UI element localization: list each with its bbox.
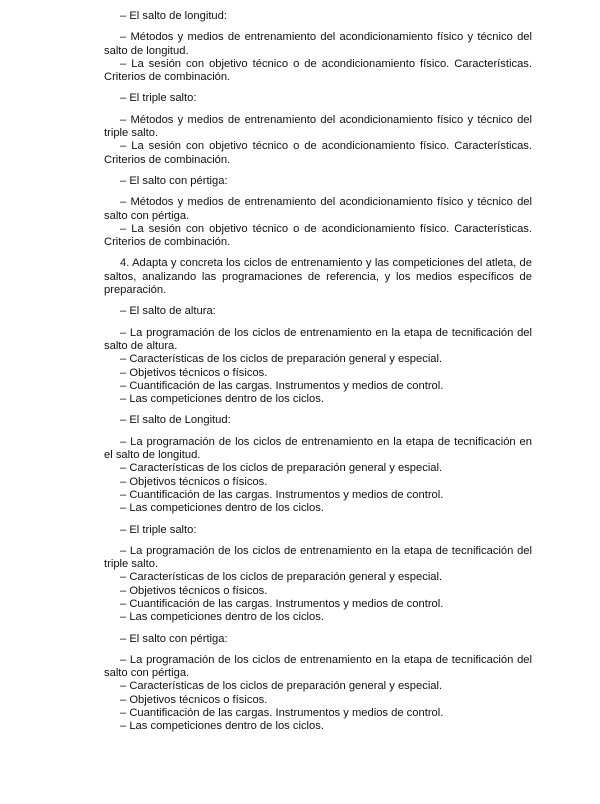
list-item: – La sesión con objetivo técnico o de acondicionamiento físico. Características. Criterios de combinación. xyxy=(104,57,532,84)
list-item: – La sesión con objetivo técnico o de acondicionamiento físico. Características. Criterios de combinación. xyxy=(104,140,532,166)
list-item: – Métodos y medios de entrenamiento del acondicionamiento físico y técnico del triple salto. xyxy=(104,113,532,140)
heading-salto-pertiga xyxy=(104,175,532,188)
list-item: – Características de los ciclos de preparación general y especial. xyxy=(120,571,443,584)
contents-salto-longitud xyxy=(104,31,532,84)
section-heading: – El salto con pértiga: xyxy=(120,632,228,645)
list-item: – Métodos y medios de entrenamiento del acondicionamiento físico y técnico del salto de longitud. xyxy=(104,31,532,57)
list-item: – Cuantificación de las cargas. Instrumentos y medios de control. xyxy=(120,488,444,501)
list-item: – Características de los ciclos de preparación general y especial. xyxy=(120,462,443,475)
list-item: – Objetivos técnicos o físicos. xyxy=(120,366,268,379)
heading-triple-salto-2 xyxy=(104,524,532,537)
heading-salto-altura xyxy=(104,305,532,318)
list-item: – La programación de los ciclos de entrenamiento en la etapa de tecnificación en el salto de longitud. xyxy=(104,435,532,462)
list-item: – Objetivos técnicos o físicos. xyxy=(120,475,268,488)
contents-triple-salto-2 xyxy=(104,545,532,625)
section-heading: – El salto de Longitud: xyxy=(120,414,231,427)
contents-triple-salto xyxy=(104,114,532,167)
numbered-criterion: 4. Adapta y concreta los ciclos de entrenamiento y las competiciones del atleta, de saltos, analizando las programaciones de referencia, y los medios específicos de preparación. xyxy=(104,257,532,297)
list-item: – Las competiciones dentro de los ciclos. xyxy=(120,502,324,515)
list-item: – Las competiciones dentro de los ciclos. xyxy=(120,393,324,406)
heading-triple-salto xyxy=(104,92,532,105)
section-heading: – El triple salto: xyxy=(120,523,197,536)
section-heading: – El salto de longitud: xyxy=(120,10,227,22)
list-item: – La sesión con objetivo técnico o de acondicionamiento físico. Características. Criterios de combinación. xyxy=(104,222,532,249)
list-item: – Características de los ciclos de preparación general y especial. xyxy=(120,353,443,366)
section-heading: – El triple salto: xyxy=(120,92,197,105)
list-item: – Objetivos técnicos o físicos. xyxy=(120,584,268,597)
heading-salto-pertiga-2 xyxy=(104,633,532,646)
list-item: – La programación de los ciclos de entrenamiento en la etapa de tecnificación del salto de altura. xyxy=(104,326,532,352)
list-item: – Características de los ciclos de preparación general y especial. xyxy=(120,680,443,693)
criterion-4 xyxy=(104,257,532,297)
list-item: – Métodos y medios de entrenamiento del acondicionamiento físico y técnico del salto con pértiga. xyxy=(104,196,532,222)
document-page xyxy=(104,10,532,734)
list-item: – La programación de los ciclos de entrenamiento en la etapa de tecnificación del salto con pértiga. xyxy=(104,653,532,680)
list-item: – Cuantificación de las cargas. Instrumentos y medios de control. xyxy=(120,379,444,392)
contents-salto-altura xyxy=(104,327,532,407)
list-item: – Cuantificación de las cargas. Instrumentos y medios de control. xyxy=(120,707,444,720)
list-item: – Cuantificación de las cargas. Instrumentos y medios de control. xyxy=(120,597,444,610)
list-item: – Objetivos técnicos o físicos. xyxy=(120,693,268,706)
list-item: – La programación de los ciclos de entrenamiento en la etapa de tecnificación del triple salto. xyxy=(104,544,532,571)
contents-salto-longitud-2 xyxy=(104,436,532,516)
list-item: – Las competiciones dentro de los ciclos. xyxy=(120,720,324,733)
contents-salto-pertiga-2 xyxy=(104,654,532,734)
heading-salto-longitud xyxy=(104,10,532,23)
heading-salto-longitud-2 xyxy=(104,414,532,427)
section-heading: – El salto de altura: xyxy=(120,305,216,318)
section-heading: – El salto con pértiga: xyxy=(120,174,228,187)
contents-salto-pertiga xyxy=(104,196,532,249)
list-item: – Las competiciones dentro de los ciclos. xyxy=(120,611,324,624)
